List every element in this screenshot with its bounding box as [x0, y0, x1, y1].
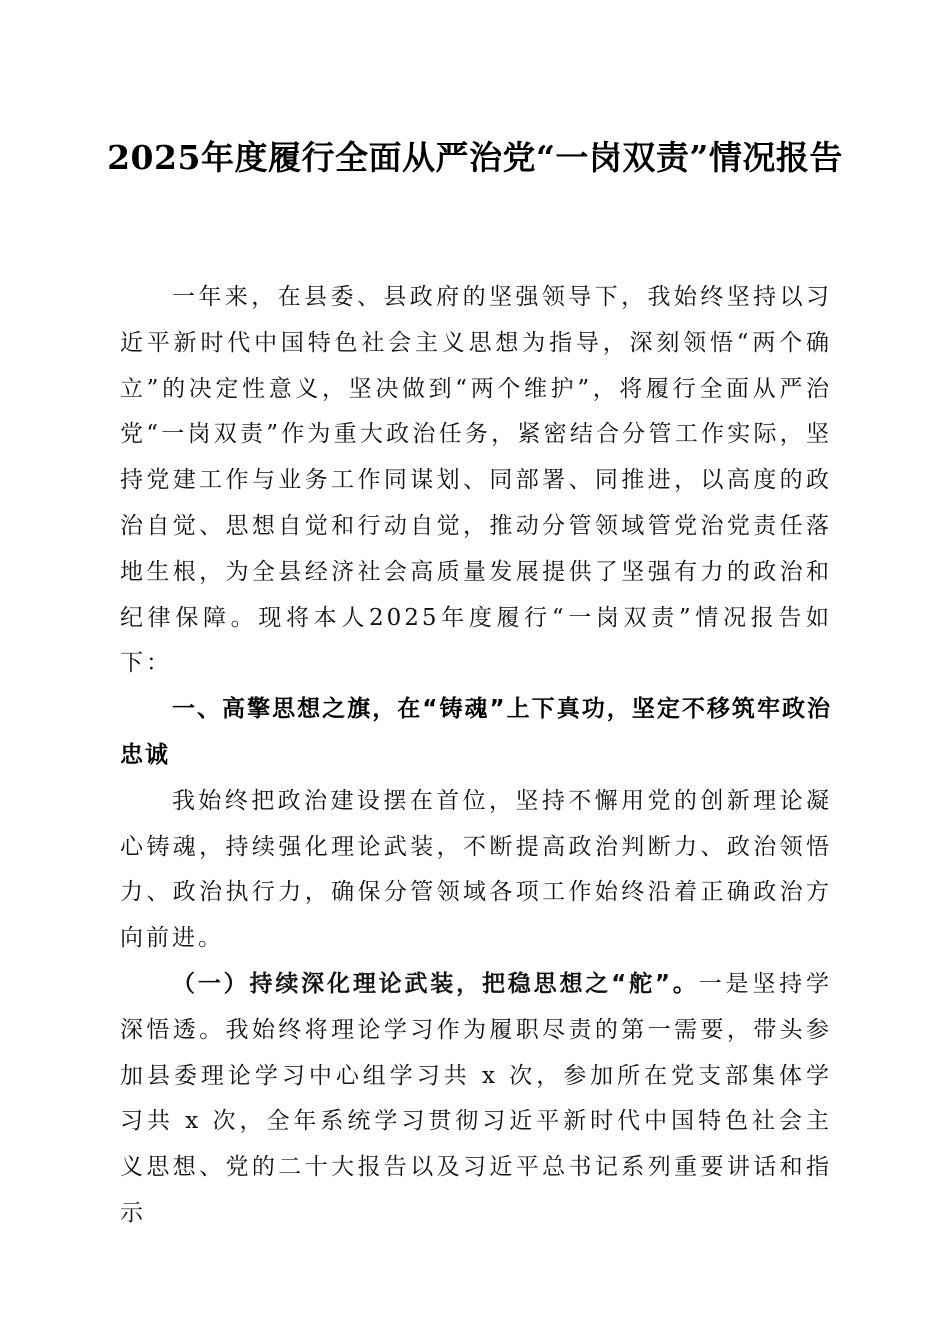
- subsection-heading-1: （一）持续深化理论武装，把稳思想之“舵”。: [172, 970, 699, 997]
- document-body: [120, 275, 832, 1237]
- section-1-paragraph: 我始终把政治建设摆在首位，坚持不懈用党的创新理论凝心铸魂，持续强化理论武装，不断提高政治判断力、政治领悟力、政治执行力，确保分管领域各项工作始终沿着正确政治方向前进。: [120, 787, 832, 952]
- intro-paragraph: 一年来，在县委、县政府的坚强领导下，我始终坚持以习近平新时代中国特色社会主义思想为指导，深刻领悟“两个确立”的决定性意义，坚决做到“两个维护”，将履行全面从严治党“一岗双责”作为重大政治任务，紧密结合分管工作实际，坚持党建工作与业务工作同谋划、同部署、同推进，以高度的政治自觉、思想自觉和行动自觉，推动分管领域管党治党责任落地生根，为全县经济社会高质量发展提供了坚强有力的政治和纪律保障。现将本人2025年度履行“一岗双责”情况报告如下：: [120, 284, 832, 677]
- subsection-1-paragraph: [120, 962, 832, 1237]
- subsection-1-body: 一是坚持学深悟透。我始终将理论学习作为履职尽责的第一需要，带头参加县委理论学习中心组学习共 x 次，参加所在党支部集体学习共 x 次，全年系统学习贯彻习近平新时代中国特色社会主义思想、党的二十大报告以及习近平总书记系列重要讲话和指示: [120, 970, 833, 1226]
- document-title: 2025年度履行全面从严治党“一岗双责”情况报告: [107, 138, 843, 177]
- section-heading-1: 一、高擎思想之旗，在“铸魂”上下真功，坚定不移筑牢政治忠诚: [120, 696, 832, 768]
